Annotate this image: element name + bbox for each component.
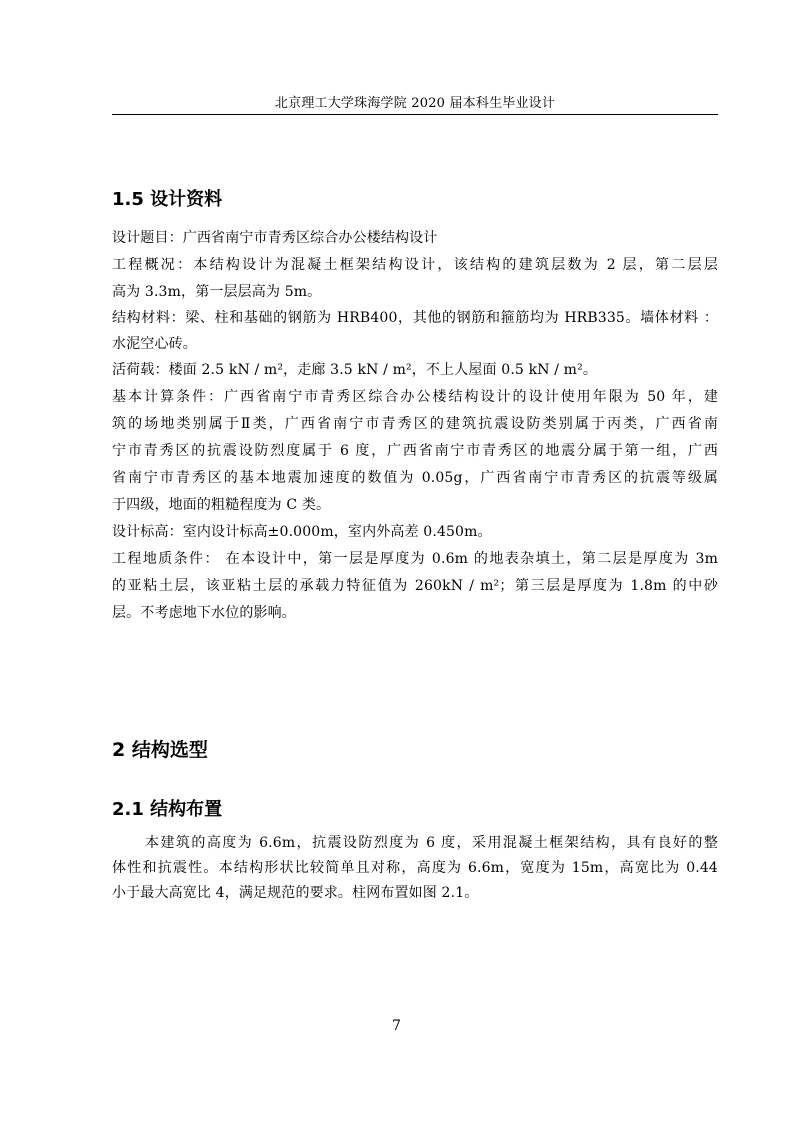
paragraph-line: 体性和抗震性。本结构形状比较简单且对称，高度为 6.6m，宽度为 15m，高宽比为 0.44 — [112, 860, 718, 876]
header-rule — [112, 114, 718, 115]
paragraph-line: 工程概况：本结构设计为混凝土框架结构设计，该结构的建筑层数为 2 层，第二层层 — [112, 257, 718, 273]
paragraph-line: 设计题目：广西省南宁市青秀区综合办公楼结构设计 — [112, 230, 438, 246]
paragraph-line: 结构材料：梁、柱和基础的钢筋为 HRB400，其他的钢筋和箍筋均为 HRB335。墙体材料 ： — [112, 310, 718, 326]
section-heading-2-1: 2.1 结构布置 — [112, 799, 223, 820]
paragraph-line: 省南宁市青秀区的基本地震加速度的数值为 0.05g，广西省南宁市青秀区的抗震等级属 — [112, 470, 718, 486]
paragraph-line: 设计标高：室内设计标高±0.000m，室内外高差 0.450m。 — [112, 524, 492, 540]
paragraph-line: 筑的场地类别属于Ⅱ类，广西省南宁市青秀区的建筑抗震设防类别属于丙类，广西省南 — [112, 416, 718, 432]
page-number: 7 — [392, 1018, 401, 1034]
paragraph-line: 活荷载：楼面 2.5 kN / m²，走廊 3.5 kN / m²，不上人屋面 0.5 kN / m²。 — [112, 362, 598, 378]
paragraph-line: 基本计算条件：广西省南宁市青秀区综合办公楼结构设计的设计使用年限为 50 年，建 — [112, 389, 718, 405]
paragraph-line: 小于最大高宽比 4，满足规范的要求。柱网布置如图 2.1。 — [112, 885, 479, 901]
paragraph-line: 高为 3.3m，第一层层高为 5m。 — [112, 284, 322, 300]
chapter-heading-2: 2 结构选型 — [112, 739, 208, 761]
paragraph-line: 水泥空心砖。 — [112, 336, 197, 352]
paragraph-line: 的亚粘土层，该亚粘土层的承载力特征值为 260kN / m²；第三层是厚度为 1.8m 的中砂 — [112, 578, 718, 594]
paragraph-line: 工程地质条件： 在本设计中，第一层是厚度为 0.6m 的地表杂填土，第二层是厚度为 3m — [112, 551, 718, 567]
paragraph-line: 层。不考虑地下水位的影响。 — [112, 605, 296, 621]
section-heading-1-5: 1.5 设计资料 — [112, 189, 223, 210]
paragraph-line: 宁市青秀区的抗震设防烈度属于 6 度，广西省南宁市青秀区的地震分属于第一组，广西 — [112, 443, 718, 459]
paragraph-line: 本建筑的高度为 6.6m，抗震设防烈度为 6 度，采用混凝土框架结构，具有良好的整 — [145, 835, 718, 851]
page-header: 北京理工大学珠海学院 2020 届本科生毕业设计 — [274, 96, 556, 111]
paragraph-line: 于四级，地面的粗糙程度为 C 类。 — [112, 497, 331, 513]
